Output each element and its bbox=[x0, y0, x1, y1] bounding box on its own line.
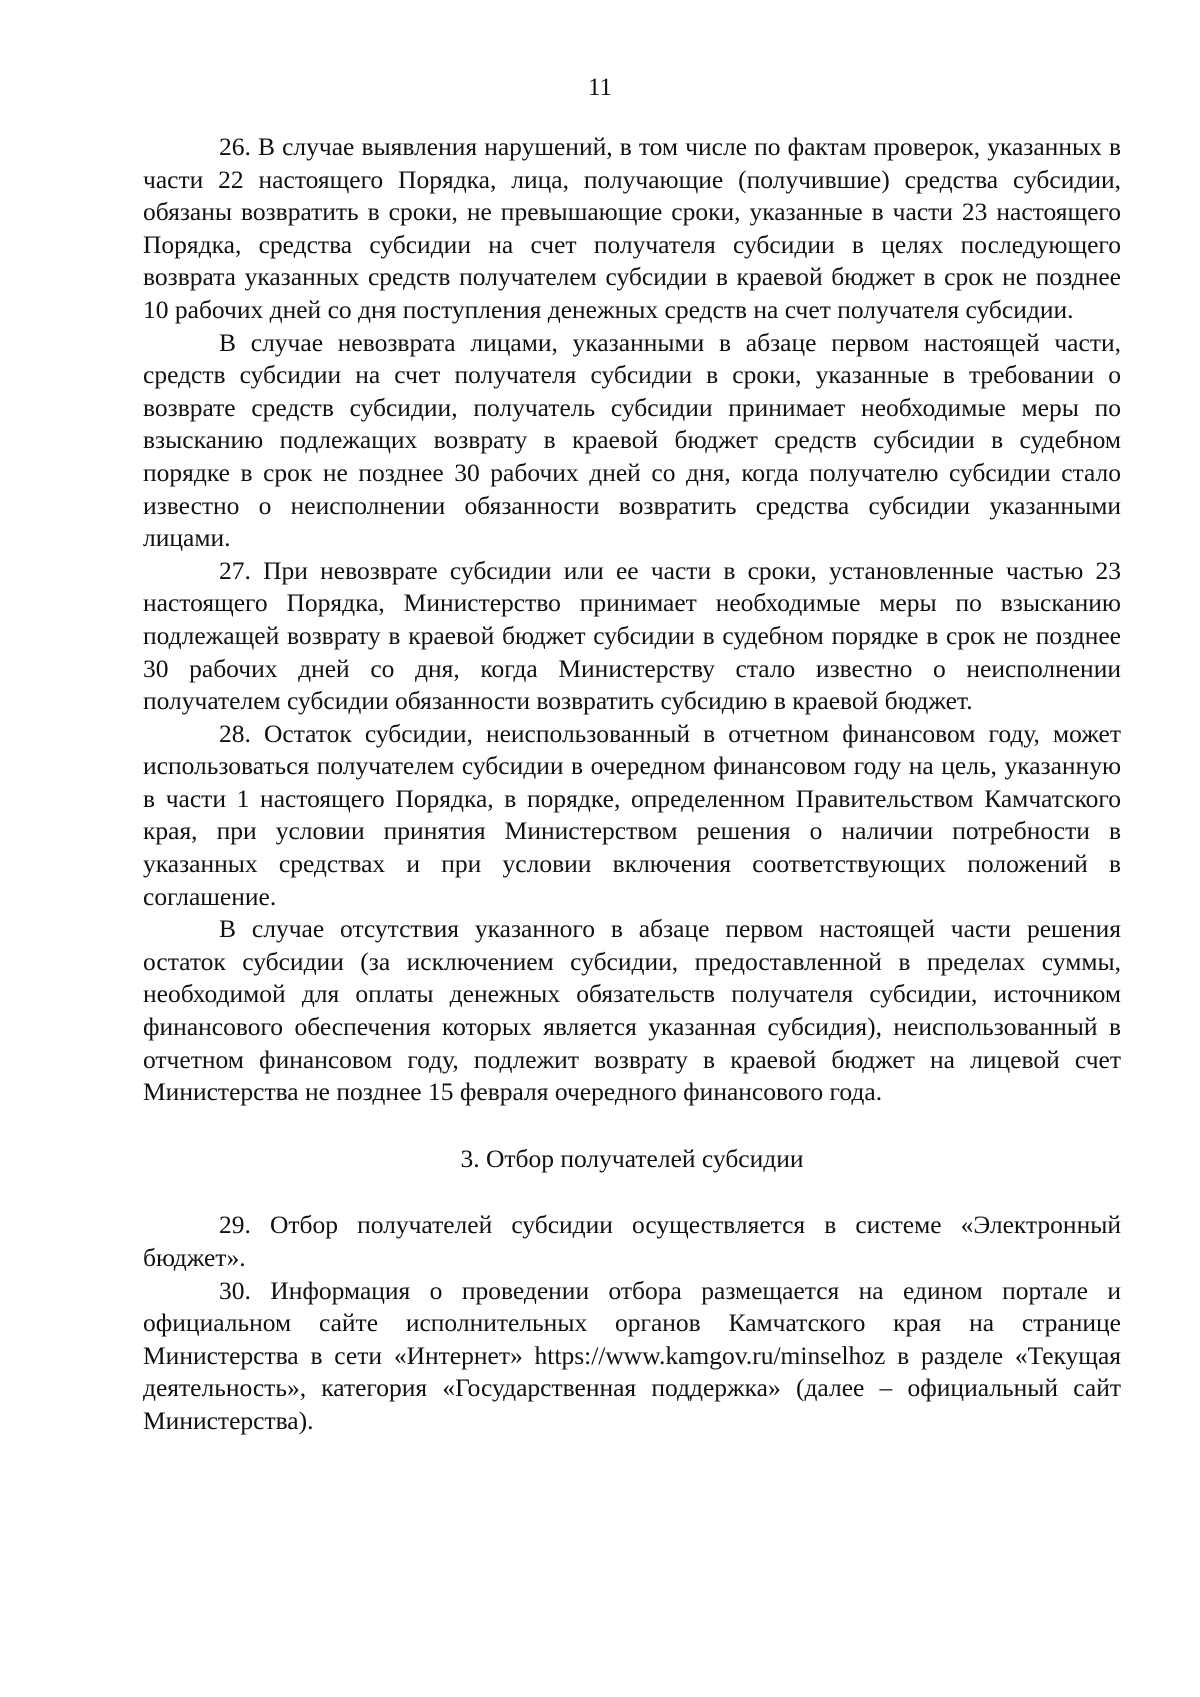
paragraph-27: 27. При невозврате субсидии или ее части в сроки, установленные частью 23 настоящего Порядка, Министерство принимает необходимые меры по взысканию подлежащей возврату в краевой бюджет субсидии в судебном порядке в срок не позднее 30 рабочих дней со дня, когда Министерству стало известно о неисполнении получателем субсидии обязанности возвратить субсидию в краевой бюджет. bbox=[143, 555, 1121, 716]
paragraph-30: 30. Информация о проведении отбора размещается на едином портале и официальном сайте исполнительных органов Камчатского края на странице Министерства в сети «Интернет» https://www.kamgov.ru/minselhoz в разделе «Текущая деятельность», категория «Государственная поддержка» (далее – официальный сайт Министерства). bbox=[143, 1275, 1121, 1435]
page-number: 11 bbox=[587, 74, 613, 101]
paragraph-26-second: В случае невозврата лицами, указанными в абзаце первом настоящей части, средств субсидии на счет получателя субсидии в сроки, указанные в требовании о возврате средств субсидии, получатель субсидии принимает необходимые меры по взысканию подлежащих возврату в краевой бюджет средств субсидии в судебном порядке в срок не позднее 30 рабочих дней со дня, когда получателю субсидии стало известно о неисполнении обязанности возвратить средства субсидии указанными лицами. bbox=[143, 327, 1121, 553]
paragraph-28-second: В случае отсутствия указанного в абзаце первом настоящей части решения остаток субсидии (за исключением субсидии, предоставленной в пределах суммы, необходимой для оплаты денежных обязательств получателя субсидии, источником финансового обеспечения которых является указанная субсидия), неиспользованный в отчетном финансовом году, подлежит возврату в краевой бюджет на лицевой счет Министерства не позднее 15 февраля очередного финансового года. bbox=[143, 914, 1121, 1107]
section-heading: 3. Отбор получателей субсидии bbox=[460, 1143, 804, 1173]
paragraph-26: 26. В случае выявления нарушений, в том числе по фактам проверок, указанных в части 22 настоящего Порядка, лица, получающие (получившие) средства субсидии, обязаны возвратить в сроки, не превышающие сроки, указанные в части 23 настоящего Порядка, средства субсидии на счет получателя субсидии в целях последующего возврата указанных средств получателем субсидии в краевой бюджет в срок не позднее 10 рабочих дней со дня поступления денежных средств на счет получателя субсидии. bbox=[143, 132, 1121, 324]
document-body bbox=[143, 131, 1121, 1438]
paragraph-29: 29. Отбор получателей субсидии осуществляется в системе «Электронный бюджет». bbox=[143, 1210, 1121, 1272]
paragraph-28: 28. Остаток субсидии, неиспользованный в отчетном финансовом году, может использоваться получателем субсидии в очередном финансовом году на цель, указанную в части 1 настоящего Порядка, в порядке, определенном Правительством Камчатского края, при условии принятия Министерством решения о наличии потребности в указанных средствах и при условии включения соответствующих положений в соглашение. bbox=[143, 718, 1121, 911]
